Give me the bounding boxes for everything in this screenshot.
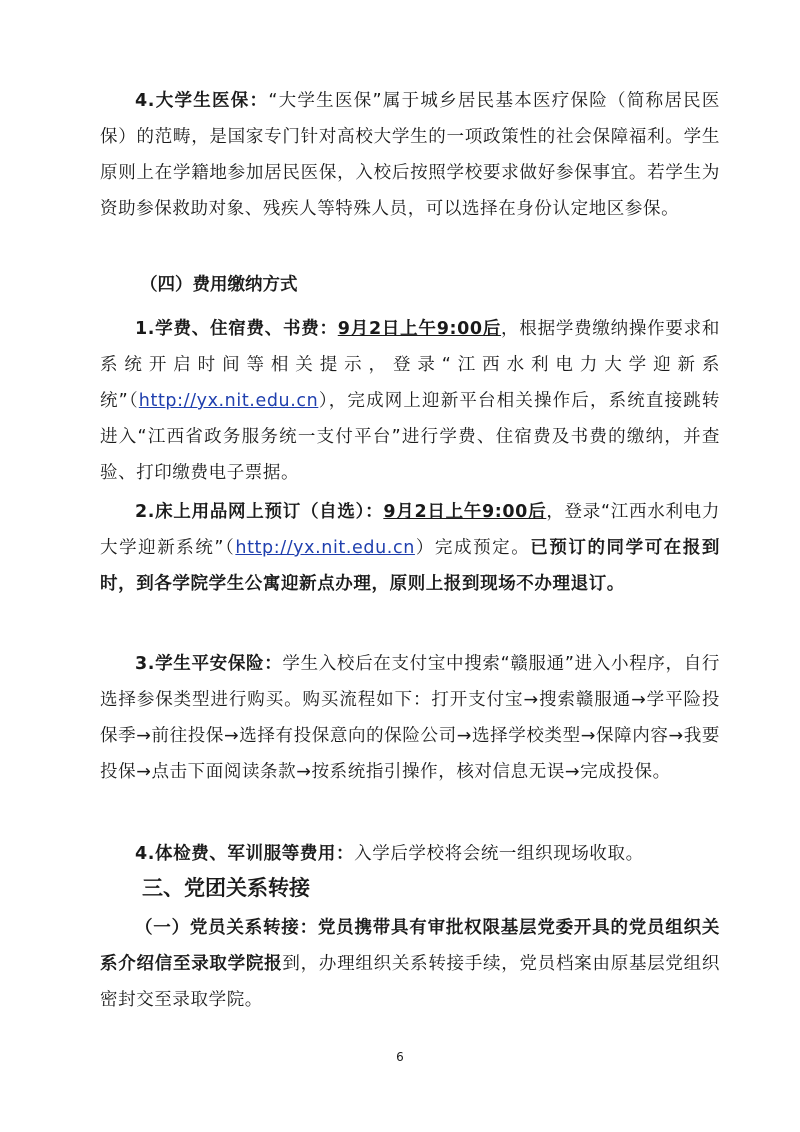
party-transfer-heading-block xyxy=(100,871,720,905)
tuition-text-1: ，根据学费缴纳操作要求和系统开启时间等相关提示，登录“江西水利电力大学迎新系统”（ xyxy=(100,319,720,411)
bedding-text-2: ）完成预定。 xyxy=(414,538,531,558)
party-transfer-heading: 三、党团关系转接 xyxy=(142,876,310,900)
bedding-text-1: ，登录“江西水利电力大学迎新系统”（ xyxy=(100,502,720,558)
tuition-label: 1.学费、住宿费、书费： xyxy=(135,319,338,339)
other-fees-label: 4.体检费、军训服等费用： xyxy=(135,844,355,864)
medical-insurance-label: 4.大学生医保： xyxy=(135,91,269,111)
tuition-paragraph xyxy=(100,311,720,491)
page-number: 6 xyxy=(396,1050,404,1064)
safety-insurance-paragraph xyxy=(100,646,720,790)
other-fees-text: 入学后学校将会统一组织现场收取。 xyxy=(354,844,644,864)
fee-payment-heading-block xyxy=(100,267,720,303)
other-fees-paragraph xyxy=(100,836,720,872)
tuition-date: 9月2日上午9:00后 xyxy=(337,319,502,339)
medical-insurance-paragraph xyxy=(100,83,720,227)
party-member-paragraph xyxy=(100,910,720,1018)
bedding-paragraph xyxy=(100,494,720,602)
medical-insurance-text: “大学生医保”属于城乡居民基本医疗保险（简称居民医保）的范畴，是国家专门针对高校大学生的一项政策性的社会保障福利。学生原则上在学籍地参加居民医保，入校后按照学校要求做好参保事宜。若学生为资助参保救助对象、残疾人等特殊人员，可以选择在身份认定地区参保。 xyxy=(100,91,720,219)
safety-insurance-label: 3.学生平安保险： xyxy=(135,654,283,674)
welcome-system-link-2[interactable]: http://yx.nit.edu.cn xyxy=(235,538,415,558)
party-member-text: 到，办理组织关系转接手续，党员档案由原基层党组织密封交至录取学院。 xyxy=(100,954,721,1010)
bedding-label: 2.床上用品网上预订（自选）： xyxy=(135,502,384,522)
tuition-text-2: ），完成网上迎新平台相关操作后，系统直接跳转进入“江西省政务服务统一支付平台”进行学费、住宿费及书费的缴纳，并查验、打印缴费电子票据。 xyxy=(100,391,720,483)
safety-insurance-text: 学生入校后在支付宝中搜索“赣服通”进入小程序，自行选择参保类型进行购买。购买流程如下：打开支付宝→搜索赣服通→学平险投保季→前往投保→选择有投保意向的保险公司→选择学校类型→保障内容→我要投保→点击下面阅读条款→按系统指引操作，核对信息无误→完成投保。 xyxy=(100,654,720,782)
party-member-bold-text: 党员携带具有审批权限基层党委开具的党员组织关系介绍信至录取学院报 xyxy=(100,918,721,974)
fee-payment-heading: （四）费用缴纳方式 xyxy=(140,275,298,295)
welcome-system-link[interactable]: http://yx.nit.edu.cn xyxy=(138,391,319,411)
bedding-bold-text: 已预订的同学可在报到时，到各学院学生公寓迎新点办理，原则上报到现场不办理退订。 xyxy=(100,538,720,594)
party-member-label: （一）党员关系转接： xyxy=(135,918,318,938)
bedding-date: 9月2日上午9:00后 xyxy=(383,502,547,522)
